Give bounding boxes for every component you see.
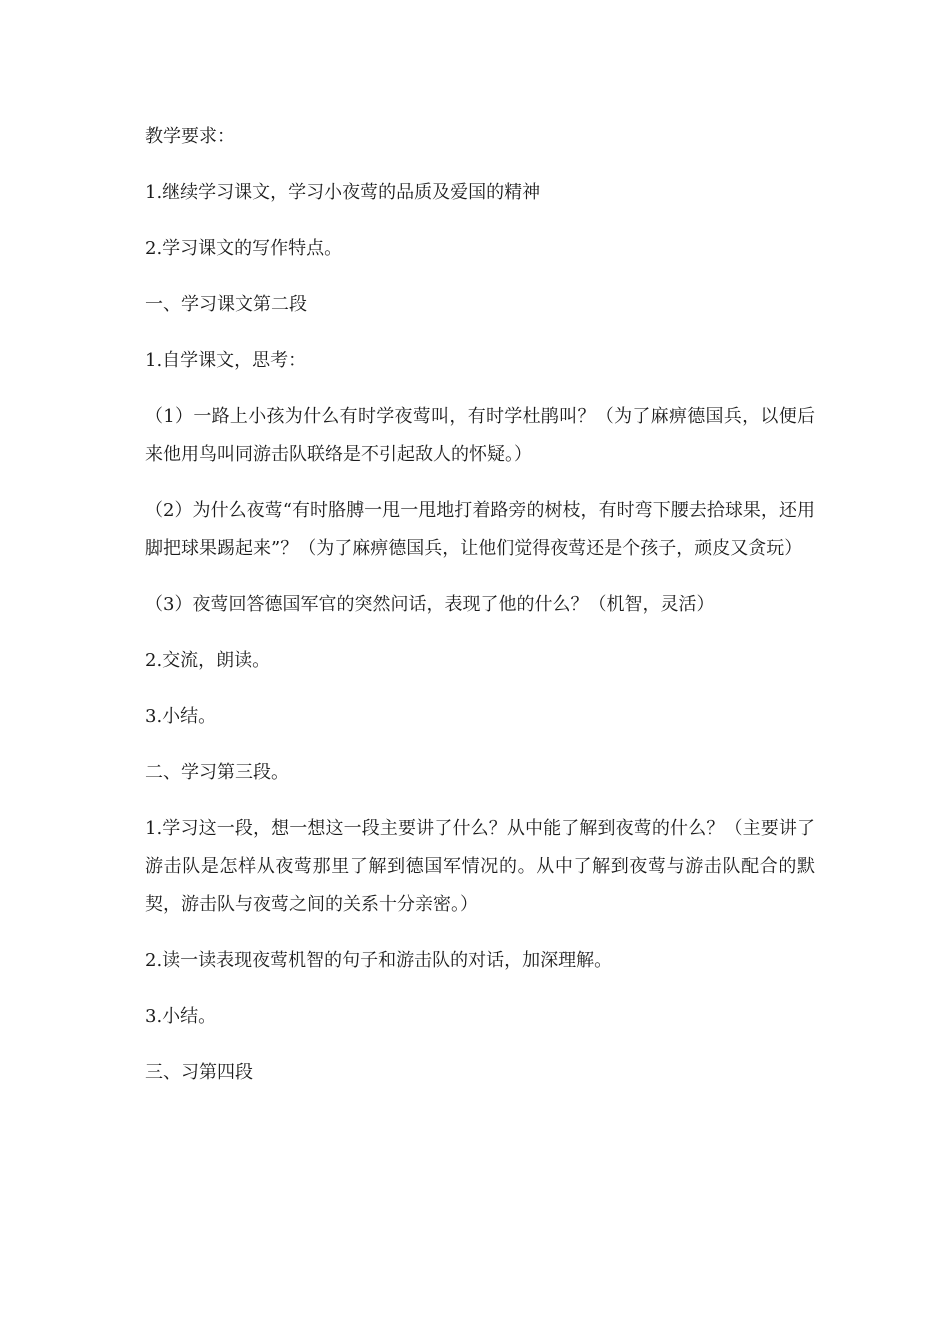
section-heading: 二、学习第三段。 — [145, 762, 289, 783]
list-item: 1.自学课文，思考： — [145, 350, 307, 371]
list-item: 2.读一读表现夜莺机智的句子和游击队的对话，加深理解。 — [145, 950, 613, 971]
document-body — [145, 118, 815, 1110]
list-item: 1.学习这一段，想一想这一段主要讲了什么？从中能了解到夜莺的什么？（主要讲了游击队是怎样从夜莺那里了解到德国军情况的。从中了解到夜莺与游击队配合的默契，游击队与夜莺之间的关系十分亲密。） — [145, 818, 815, 915]
requirement-item: 1.继续学习课文，学习小夜莺的品质及爱国的精神 — [145, 182, 541, 203]
list-item: 2.交流，朗读。 — [145, 650, 271, 671]
requirement-item: 2.学习课文的写作特点。 — [145, 238, 343, 259]
question-paragraph: （1）一路上小孩为什么有时学夜莺叫，有时学杜鹃叫？（为了麻痹德国兵，以便后来他用鸟叫同游击队联络是不引起敌人的怀疑。） — [145, 406, 815, 465]
question-paragraph: （3）夜莺回答德国军官的突然问话，表现了他的什么？（机智，灵活） — [145, 594, 715, 615]
question-paragraph: （2）为什么夜莺“有时胳膊一甩一甩地打着路旁的树枝，有时弯下腰去拾球果，还用脚把球果踢起来”？（为了麻痹德国兵，让他们觉得夜莺还是个孩子，顽皮又贪玩） — [145, 500, 815, 559]
list-item: 3.小结。 — [145, 706, 217, 727]
section-heading: 三、习第四段 — [145, 1062, 253, 1083]
list-item: 3.小结。 — [145, 1006, 217, 1027]
section-heading-requirements: 教学要求： — [145, 126, 235, 147]
section-heading: 一、学习课文第二段 — [145, 294, 307, 315]
